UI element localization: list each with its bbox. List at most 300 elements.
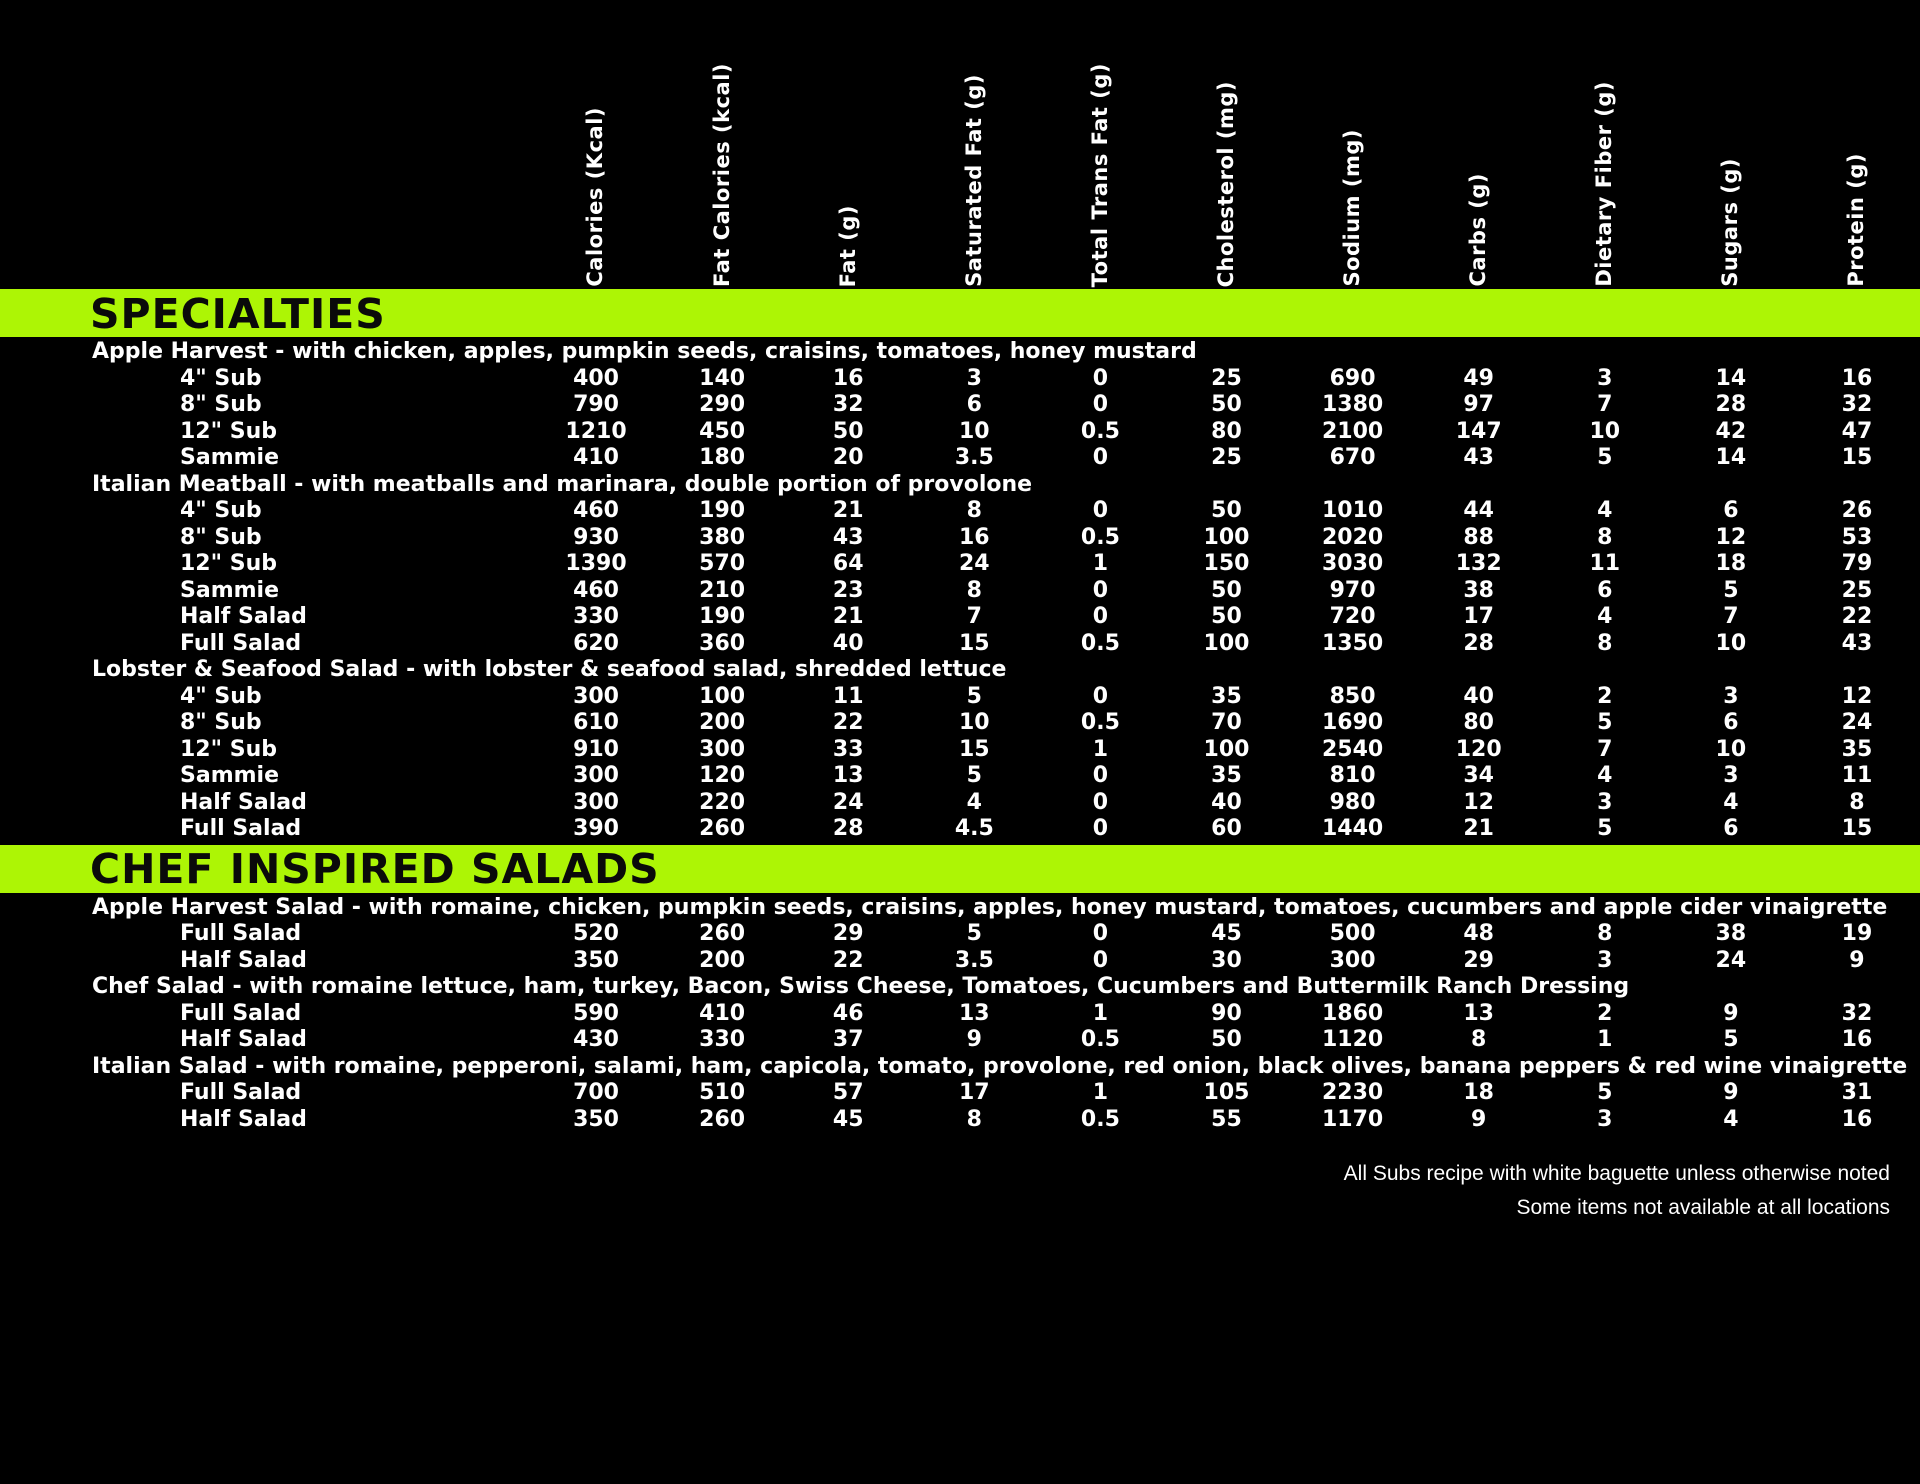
- nutrition-value: 132: [1455, 551, 1502, 576]
- nutrition-value: 40: [832, 630, 864, 656]
- nutrition-value: 450: [699, 418, 746, 444]
- nutrition-value: 12: [1841, 683, 1873, 709]
- table-row: [0, 816, 1920, 843]
- row-label: Full Salad: [180, 816, 302, 841]
- row-label: Sammie: [180, 577, 279, 603]
- nutrition-value: 147: [1455, 418, 1502, 444]
- section-rows: [0, 895, 1920, 1134]
- column-header: [1163, 81, 1289, 287]
- nutrition-value: 5: [966, 763, 982, 788]
- nutrition-value: 34: [1463, 763, 1494, 788]
- nutrition-value: 3030: [1321, 551, 1384, 576]
- nutrition-value: 1350: [1321, 630, 1384, 656]
- nutrition-value: 2020: [1321, 524, 1384, 550]
- column-header: [659, 63, 785, 287]
- nutrition-value: 850: [1329, 683, 1376, 709]
- nutrition-value: 24: [1841, 710, 1873, 735]
- nutrition-value: 8: [1597, 524, 1613, 550]
- nutrition-value: 690: [1329, 365, 1376, 391]
- nutrition-value: 1210: [565, 418, 627, 444]
- nutrition-value: 15: [959, 736, 990, 762]
- nutrition-value: 42: [1715, 418, 1747, 444]
- nutrition-value: 0: [1092, 365, 1109, 391]
- nutrition-value: 4: [1597, 763, 1613, 788]
- nutrition-value: 350: [573, 1106, 619, 1132]
- nutrition-value: 44: [1463, 498, 1494, 523]
- table-row: [0, 763, 1920, 790]
- nutrition-value: 35: [1211, 763, 1242, 788]
- nutrition-value: 190: [699, 498, 746, 523]
- table-row: [0, 551, 1920, 578]
- section-rows: [0, 339, 1920, 843]
- nutrition-value: 0: [1092, 498, 1109, 523]
- nutrition-value: 190: [699, 604, 746, 629]
- nutrition-value: 25: [1841, 577, 1873, 603]
- nutrition-value: 11: [1589, 551, 1621, 576]
- nutrition-value: 49: [1463, 365, 1494, 391]
- nutrition-value: 35: [1841, 736, 1873, 762]
- item-description: Chef Salad - with romaine lettuce, ham, turkey, Bacon, Swiss Cheese, Tomatoes, Cucumbers and Buttermilk Ranch Dressing: [92, 974, 1630, 999]
- nutrition-value: 4: [1597, 498, 1613, 523]
- column-header: [1037, 63, 1163, 287]
- nutrition-value: 17: [959, 1080, 990, 1105]
- nutrition-value: 0: [1092, 392, 1109, 417]
- nutrition-value: 4: [966, 789, 982, 815]
- nutrition-value: 8: [1597, 630, 1613, 656]
- nutrition-value: 24: [959, 551, 990, 576]
- nutrition-value: 32: [1841, 1000, 1873, 1026]
- nutrition-value: 5: [1723, 1027, 1739, 1052]
- nutrition-value: 22: [832, 710, 864, 735]
- table-row: [0, 1080, 1920, 1107]
- nutrition-value: 9: [1723, 1080, 1739, 1105]
- nutrition-value: 260: [699, 921, 746, 946]
- item-description: Apple Harvest Salad - with romaine, chicken, pumpkin seeds, craisins, apples, honey mustard, tomatoes, cucumbers and apple cider vinaigrette: [92, 894, 1888, 920]
- nutrition-value: 0: [1092, 921, 1109, 946]
- nutrition-value: 700: [573, 1080, 619, 1105]
- nutrition-value: 3: [1723, 683, 1739, 709]
- nutrition-value: 22: [832, 947, 864, 973]
- row-label: Full Salad: [180, 1080, 302, 1105]
- row-label: Full Salad: [180, 1000, 302, 1026]
- nutrition-value: 1860: [1321, 1000, 1384, 1026]
- nutrition-value: 0: [1092, 947, 1109, 973]
- nutrition-value: 57: [832, 1080, 864, 1105]
- nutrition-value: 19: [1841, 921, 1873, 946]
- row-label: Half Salad: [180, 604, 307, 629]
- nutrition-value: 3.5: [954, 947, 994, 973]
- nutrition-value: 50: [1211, 1027, 1242, 1052]
- nutrition-value: 1390: [565, 551, 627, 576]
- nutrition-value: 0: [1092, 445, 1109, 470]
- section-title: CHEF INSPIRED SALADS: [90, 845, 660, 893]
- nutrition-value: 7: [1597, 392, 1613, 417]
- nutrition-value: 3: [1597, 789, 1613, 815]
- nutrition-value: 0.5: [1080, 1027, 1120, 1052]
- row-label: 12" Sub: [180, 551, 277, 576]
- row-label: Half Salad: [180, 1106, 307, 1132]
- nutrition-value: 1: [1092, 551, 1109, 576]
- nutrition-value: 260: [699, 1106, 746, 1132]
- nutrition-value: 60: [1211, 816, 1242, 841]
- row-label: 12" Sub: [180, 736, 277, 762]
- nutrition-value: 350: [573, 947, 619, 973]
- nutrition-value: 510: [699, 1080, 746, 1105]
- nutrition-value: 31: [1841, 1080, 1873, 1105]
- nutrition-value: 32: [832, 392, 864, 417]
- row-label: Half Salad: [180, 789, 307, 815]
- nutrition-value: 18: [1463, 1080, 1494, 1105]
- nutrition-value: 13: [959, 1000, 990, 1026]
- nutrition-value: 140: [699, 365, 746, 391]
- nutrition-value: 11: [832, 683, 864, 709]
- nutrition-value: 360: [699, 630, 746, 656]
- table-row: [0, 366, 1920, 393]
- column-header-label: Fat (g): [835, 204, 860, 287]
- nutrition-value: 50: [1211, 392, 1242, 417]
- nutrition-value: 37: [832, 1027, 864, 1052]
- nutrition-value: 5: [1597, 816, 1613, 841]
- nutrition-value: 3: [966, 365, 982, 391]
- nutrition-value: 10: [959, 710, 990, 735]
- column-header-label: Cholesterol (mg): [1213, 80, 1238, 287]
- item-description: Italian Salad - with romaine, pepperoni, salami, ham, capicola, tomato, provolone, red onion, black olives, banana peppers & red wine vinaigrette: [92, 1053, 1908, 1079]
- nutrition-value: 105: [1203, 1080, 1250, 1105]
- nutrition-value: 290: [699, 392, 746, 417]
- row-label: 8" Sub: [180, 524, 262, 550]
- nutrition-value: 210: [699, 577, 746, 603]
- nutrition-value: 0: [1092, 604, 1109, 629]
- nutrition-value: 300: [699, 736, 746, 762]
- nutrition-value: 0.5: [1080, 630, 1120, 656]
- nutrition-value: 500: [1329, 921, 1376, 946]
- table-row: [0, 604, 1920, 631]
- nutrition-value: 10: [1715, 630, 1747, 656]
- nutrition-value: 21: [1463, 816, 1494, 841]
- nutrition-value: 10: [1589, 418, 1621, 444]
- nutrition-value: 12: [1463, 789, 1494, 815]
- nutrition-value: 410: [699, 1000, 746, 1026]
- table-row: [0, 498, 1920, 525]
- nutrition-value: 1120: [1321, 1027, 1384, 1052]
- nutrition-value: 1440: [1321, 816, 1384, 841]
- nutrition-value: 590: [573, 1000, 619, 1026]
- nutrition-value: 64: [832, 551, 864, 576]
- table-row: [0, 445, 1920, 472]
- nutrition-value: 0: [1092, 683, 1109, 709]
- table-row: [0, 1027, 1920, 1054]
- row-label: 12" Sub: [180, 418, 277, 444]
- nutrition-value: 0.5: [1080, 710, 1120, 735]
- nutrition-value: 10: [1715, 736, 1747, 762]
- nutrition-value: 410: [573, 445, 619, 470]
- nutrition-value: 100: [1203, 524, 1250, 550]
- nutrition-value: 0: [1092, 816, 1109, 841]
- nutrition-value: 24: [1715, 947, 1747, 973]
- nutrition-value: 14: [1715, 445, 1747, 470]
- nutrition-value: 18: [1715, 551, 1747, 576]
- nutrition-value: 25: [1211, 445, 1242, 470]
- nutrition-value: 16: [959, 524, 990, 550]
- nutrition-value: 11: [1841, 763, 1873, 788]
- nutrition-value: 9: [1471, 1106, 1487, 1132]
- nutrition-value: 29: [832, 921, 864, 946]
- nutrition-value: 29: [1463, 947, 1494, 973]
- nutrition-value: 0: [1092, 763, 1109, 788]
- nutrition-value: 28: [1715, 392, 1747, 417]
- footnote-line: Some items not available at all locations: [1516, 1196, 1890, 1219]
- nutrition-value: 7: [1723, 604, 1739, 629]
- section-band: [0, 289, 1920, 337]
- nutrition-value: 3: [1597, 1106, 1613, 1132]
- nutrition-value: 13: [1463, 1000, 1494, 1026]
- nutrition-value: 100: [1203, 630, 1250, 656]
- nutrition-value: 0.5: [1080, 1106, 1120, 1132]
- nutrition-value: 1: [1092, 736, 1109, 762]
- row-label: 4" Sub: [180, 365, 262, 391]
- nutrition-value: 28: [1463, 630, 1494, 656]
- nutrition-value: 16: [1841, 1106, 1873, 1132]
- nutrition-value: 7: [1597, 736, 1613, 762]
- nutrition-value: 40: [1211, 789, 1242, 815]
- nutrition-value: 16: [1841, 1027, 1873, 1052]
- table-row: [0, 710, 1920, 737]
- table-row: [0, 631, 1920, 658]
- nutrition-value: 6: [1723, 498, 1739, 523]
- nutrition-value: 930: [573, 524, 619, 550]
- nutrition-value: 10: [959, 418, 990, 444]
- column-header-label: Dietary Fiber (g): [1592, 81, 1617, 287]
- nutrition-value: 32: [1841, 392, 1873, 417]
- nutrition-value: 46: [832, 1000, 864, 1026]
- item-description: Lobster & Seafood Salad - with lobster & seafood salad, shredded lettuce: [92, 657, 1007, 682]
- nutrition-value: 17: [1463, 604, 1494, 629]
- nutrition-value: 45: [832, 1106, 864, 1132]
- column-header: [1416, 173, 1542, 287]
- nutrition-value: 9: [1849, 947, 1865, 973]
- nutrition-value: 460: [573, 577, 619, 603]
- nutrition-value: 5: [1597, 1080, 1613, 1105]
- nutrition-value: 5: [966, 683, 982, 709]
- section-band: [0, 845, 1920, 893]
- nutrition-value: 4: [1597, 604, 1613, 629]
- row-label: 4" Sub: [180, 498, 262, 523]
- nutrition-value: 2100: [1321, 418, 1384, 444]
- nutrition-value: 15: [1841, 445, 1873, 470]
- table-row: [0, 684, 1920, 711]
- nutrition-value: 1010: [1321, 498, 1384, 523]
- row-label: Full Salad: [180, 630, 302, 656]
- column-header-label: Sodium (mg): [1340, 129, 1365, 287]
- column-header-label: Fat Calories (kcal): [709, 63, 734, 287]
- nutrition-value: 43: [1463, 445, 1494, 470]
- column-header-row: [0, 0, 1920, 287]
- nutrition-value: 43: [832, 524, 864, 550]
- nutrition-value: 390: [573, 816, 619, 841]
- nutrition-value: 43: [1841, 630, 1873, 656]
- nutrition-value: 80: [1211, 418, 1242, 444]
- nutrition-value: 80: [1463, 710, 1494, 735]
- nutrition-value: 7: [966, 604, 982, 629]
- nutrition-value: 610: [573, 710, 619, 735]
- nutrition-value: 120: [699, 763, 746, 788]
- nutrition-value: 430: [573, 1027, 619, 1052]
- nutrition-value: 30: [1211, 947, 1242, 973]
- nutrition-value: 300: [1329, 947, 1376, 973]
- nutrition-value: 2230: [1321, 1080, 1384, 1105]
- nutrition-value: 2540: [1321, 736, 1384, 762]
- nutrition-value: 3: [1597, 947, 1613, 973]
- nutrition-value: 8: [1597, 921, 1613, 946]
- nutrition-value: 50: [1211, 498, 1242, 523]
- nutrition-value: 70: [1211, 710, 1242, 735]
- item-description: Apple Harvest - with chicken, apples, pumpkin seeds, craisins, tomatoes, honey mustard: [92, 339, 1197, 364]
- nutrition-value: 20: [832, 445, 864, 470]
- column-header-label: Sugars (g): [1718, 158, 1743, 287]
- row-label: 4" Sub: [180, 683, 262, 709]
- item-description: Italian Meatball - with meatballs and marinara, double portion of provolone: [92, 471, 1033, 497]
- nutrition-value: 88: [1463, 524, 1494, 550]
- table-row: [0, 790, 1920, 817]
- footnotes: [0, 1157, 1920, 1225]
- nutrition-value: 6: [1597, 577, 1613, 603]
- nutrition-value: 25: [1211, 365, 1242, 391]
- nutrition-value: 9: [966, 1027, 982, 1052]
- nutrition-value: 14: [1715, 365, 1747, 391]
- column-header: [785, 205, 911, 287]
- nutrition-value: 8: [1849, 789, 1865, 815]
- nutrition-value: 380: [699, 524, 746, 550]
- nutrition-value: 0.5: [1080, 418, 1120, 444]
- row-label: Half Salad: [180, 947, 307, 973]
- nutrition-value: 9: [1723, 1000, 1739, 1026]
- nutrition-value: 6: [1723, 816, 1739, 841]
- nutrition-value: 790: [573, 392, 619, 417]
- table-row: [0, 1107, 1920, 1134]
- row-label: Half Salad: [180, 1027, 307, 1052]
- column-header-label: Calories (Kcal): [583, 107, 608, 287]
- nutrition-value: 21: [832, 604, 864, 629]
- nutrition-value: 97: [1463, 392, 1494, 417]
- table-row: [0, 392, 1920, 419]
- row-label: Full Salad: [180, 921, 302, 946]
- nutrition-value: 12: [1715, 524, 1747, 550]
- nutrition-value: 79: [1841, 551, 1873, 576]
- table-row: [0, 419, 1920, 446]
- nutrition-value: 24: [832, 789, 864, 815]
- nutrition-value: 38: [1715, 921, 1747, 946]
- nutrition-value: 100: [1203, 736, 1250, 762]
- row-label: 8" Sub: [180, 710, 262, 735]
- table-body: [0, 289, 1920, 1133]
- nutrition-value: 50: [1211, 577, 1242, 603]
- nutrition-value: 4.5: [954, 816, 994, 841]
- row-label: 8" Sub: [180, 392, 262, 417]
- column-header: [1542, 81, 1668, 287]
- nutrition-value: 15: [959, 630, 990, 656]
- nutrition-value: 16: [1841, 365, 1873, 391]
- nutrition-value: 21: [832, 498, 864, 523]
- column-header-label: Protein (g): [1844, 153, 1869, 287]
- nutrition-value: 2: [1597, 1000, 1613, 1026]
- nutrition-value: 400: [573, 365, 619, 391]
- nutrition-value: 22: [1841, 604, 1873, 629]
- nutrition-value: 1: [1092, 1000, 1109, 1026]
- nutrition-value: 90: [1211, 1000, 1242, 1026]
- table-row: [0, 578, 1920, 605]
- nutrition-value: 300: [573, 789, 619, 815]
- nutrition-value: 1: [1597, 1027, 1613, 1052]
- nutrition-value: 8: [966, 1106, 982, 1132]
- nutrition-value: 40: [1463, 683, 1494, 709]
- nutrition-value: 810: [1329, 763, 1376, 788]
- nutrition-value: 330: [699, 1027, 746, 1052]
- column-header: [911, 74, 1037, 287]
- nutrition-value: 300: [573, 683, 619, 709]
- nutrition-value: 720: [1329, 604, 1376, 629]
- column-header-label: Carbs (g): [1466, 173, 1491, 287]
- section-title: SPECIALTIES: [90, 289, 386, 338]
- nutrition-value: 6: [1723, 710, 1739, 735]
- nutrition-value: 5: [1597, 445, 1613, 470]
- footnote-line: All Subs recipe with white baguette unless otherwise noted: [1343, 1162, 1890, 1185]
- nutrition-value: 570: [699, 551, 746, 576]
- nutrition-value: 3.5: [954, 445, 994, 470]
- menu-section: [0, 289, 1920, 843]
- table-row: [0, 1001, 1920, 1028]
- nutrition-value: 53: [1841, 524, 1873, 550]
- nutrition-value: 460: [573, 498, 619, 523]
- nutrition-value: 38: [1463, 577, 1494, 603]
- nutrition-value: 35: [1211, 683, 1242, 709]
- nutrition-value: 200: [699, 947, 746, 973]
- table-row: [0, 948, 1920, 975]
- nutrition-value: 13: [832, 763, 864, 788]
- nutrition-value: 620: [573, 630, 619, 656]
- nutrition-value: 260: [699, 816, 746, 841]
- nutrition-value: 910: [573, 736, 619, 762]
- nutrition-value: 5: [1723, 577, 1739, 603]
- nutrition-value: 980: [1329, 789, 1376, 815]
- nutrition-value: 5: [966, 921, 982, 946]
- nutrition-value: 180: [699, 445, 746, 470]
- nutrition-value: 1170: [1321, 1106, 1384, 1132]
- nutrition-value: 150: [1203, 551, 1250, 576]
- nutrition-value: 200: [699, 710, 746, 735]
- nutrition-value: 0.5: [1080, 524, 1120, 550]
- table-row: [0, 525, 1920, 552]
- column-header: [533, 107, 659, 287]
- menu-section: [0, 845, 1920, 1134]
- nutrition-value: 50: [1211, 604, 1242, 629]
- nutrition-value: 55: [1211, 1106, 1242, 1132]
- nutrition-value: 2: [1597, 683, 1613, 709]
- nutrition-value: 300: [573, 763, 619, 788]
- nutrition-value: 1380: [1321, 392, 1384, 417]
- nutrition-value: 670: [1329, 445, 1376, 470]
- nutrition-value: 26: [1841, 498, 1873, 523]
- column-header: [1668, 158, 1794, 287]
- nutrition-value: 1: [1092, 1080, 1109, 1105]
- nutrition-value: 520: [573, 921, 619, 946]
- nutrition-value: 3: [1723, 763, 1739, 788]
- nutrition-value: 8: [966, 577, 982, 603]
- nutrition-value: 8: [1471, 1027, 1487, 1052]
- nutrition-value: 23: [832, 577, 864, 603]
- row-label: Sammie: [180, 445, 279, 470]
- nutrition-value: 0: [1092, 577, 1109, 603]
- nutrition-value: 330: [573, 604, 619, 629]
